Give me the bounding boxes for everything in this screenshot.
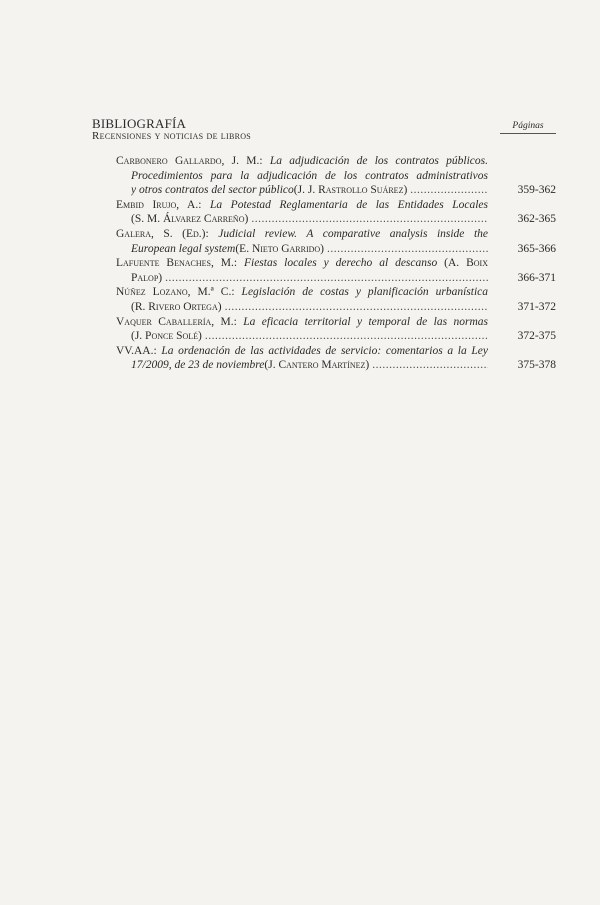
leader-dots <box>324 242 488 257</box>
entry-pages: 372-375 <box>517 330 556 343</box>
entry-title-continued: European legal system <box>131 242 236 255</box>
leader-dots <box>162 271 488 286</box>
bibliography-entry <box>116 154 556 198</box>
entry-pages: 359-362 <box>517 184 556 197</box>
leader-dots <box>202 329 488 344</box>
bibliography-list <box>116 154 556 373</box>
entry-reviewer: (R. Rivero Ortega) <box>131 300 222 313</box>
entry-title: La ordenación de las actividades de servicio: comentarios a la Ley <box>161 344 488 357</box>
entry-reviewer: (S. M. Álvarez Carreño) <box>131 213 249 226</box>
leader-dots <box>369 358 488 373</box>
entry-title: Fiestas locales y derecho al descanso <box>243 257 438 270</box>
entry-pages: 371-372 <box>517 300 556 313</box>
entry-title-continued: y otros contratos del sector público <box>131 184 294 197</box>
entry-author: Galera, S. (Ed.): <box>116 227 219 240</box>
section-title: BIBLIOGRAFÍA <box>92 116 187 131</box>
entry-title: La Potestad Reglamentaria de las Entidades Locales <box>209 198 488 211</box>
entry-title: La eficacia territorial y temporal de las normas <box>243 315 488 328</box>
entry-pages: 362-365 <box>517 213 556 226</box>
entry-title: La adjudicación de los contratos públicos. <box>269 155 488 167</box>
entry-author: Embid Irujo, A.: <box>116 198 210 211</box>
entry-reviewer: (J. Cantero Martínez) <box>264 359 370 372</box>
entry-title: Judicial review. A comparative analysis inside the <box>218 227 488 240</box>
entry-author: Vaquer Caballería, M.: <box>116 315 244 328</box>
pages-column-header: Páginas <box>500 121 556 134</box>
entry-author: VV.AA.: <box>116 344 162 357</box>
bibliography-entry <box>116 198 556 227</box>
bibliography-entry <box>116 315 556 344</box>
bibliography-entry <box>116 227 556 256</box>
leader-dots <box>222 300 488 315</box>
leader-dots <box>407 183 488 198</box>
entry-pages: 375-378 <box>517 359 556 372</box>
entry-author: Lafuente Benaches, M.: <box>116 257 244 270</box>
entry-title-continued: Procedimientos para la adjudicación de los contratos administrativos <box>131 169 488 182</box>
leader-dots <box>248 212 488 227</box>
entry-title-continued: 17/2009, de 23 de noviembre <box>131 359 265 372</box>
entry-author: Carbonero Gallardo, J. M.: <box>116 155 270 167</box>
entry-reviewer: (E. Nieto Garrido) <box>235 242 325 255</box>
entry-pages: 365-366 <box>517 242 556 255</box>
section-subtitle: Recensiones y noticias de libros <box>92 130 252 142</box>
entry-title: Legislación de costas y planificación urbanística <box>241 286 488 299</box>
bibliography-entry <box>116 344 556 373</box>
entry-reviewer: (A. Boix <box>437 257 488 270</box>
bibliography-entry <box>116 285 556 314</box>
entry-reviewer: (J. Ponce Solé) <box>131 330 202 343</box>
entry-reviewer-continued: Palop) <box>131 271 163 284</box>
entry-author: Núñez Lozano, M.ª C.: <box>116 286 242 299</box>
entry-pages: 366-371 <box>517 271 556 284</box>
bibliography-entry <box>116 256 556 285</box>
entry-reviewer: (J. J. Rastrollo Suárez) <box>293 184 408 197</box>
